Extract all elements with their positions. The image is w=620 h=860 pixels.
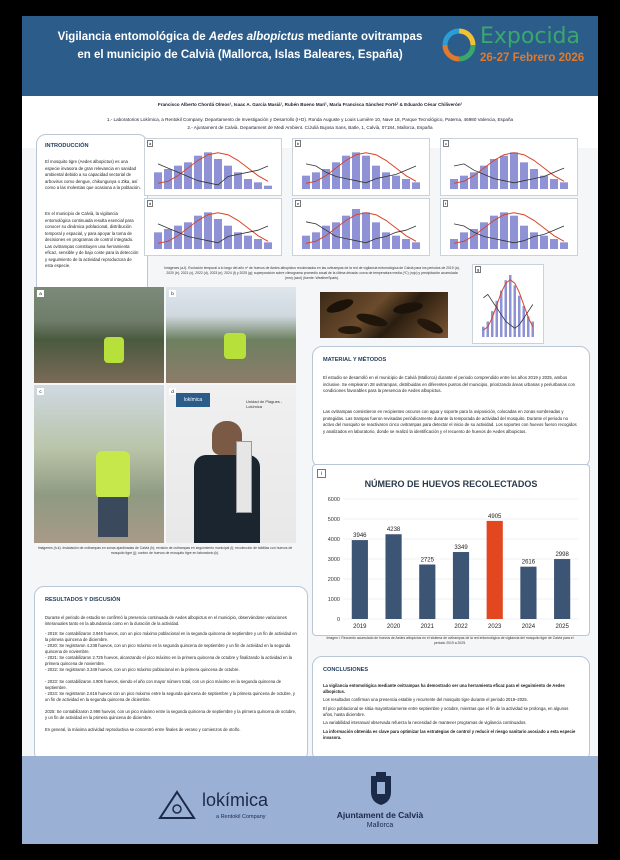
y-tick-label: 4000 bbox=[327, 537, 340, 543]
bar-value-label: 2725 bbox=[420, 557, 434, 564]
expocida-logo bbox=[442, 24, 592, 70]
photo-h-installation bbox=[34, 287, 164, 383]
climogram-plot bbox=[473, 265, 543, 343]
climogram-label: b bbox=[297, 141, 300, 146]
intro-title: INTRODUCCIÓN bbox=[45, 143, 89, 149]
results-item: - 2021: Se contabilizaron 2.725 huevos, alcanzando el pico máximo en la primera quincena de octubre y finalizando la actividad en la primera quincena de noviembre. bbox=[45, 655, 292, 666]
climogram-bar bbox=[244, 179, 252, 189]
bar-value-label: 4905 bbox=[488, 513, 502, 520]
climogram-bar bbox=[518, 296, 521, 337]
intro-p2: En el municipio de Calvià, la vigilancia entomológica continuada resulta esencial para conocer su dinámica poblacional, distribución temporal y espacial, y para apoyar la toma de decisiones en programas de control integrado. Las ovitrampas constituyen una herramienta eficaz, sensible y de bajo coste para la detección y seguimiento de la actividad reproductora de esta especie. bbox=[45, 211, 139, 268]
chart-panel-label: l bbox=[317, 469, 326, 478]
climogram-label: e bbox=[297, 201, 300, 206]
climogram-bar bbox=[392, 236, 400, 249]
bar-2025 bbox=[554, 559, 570, 619]
climogram-label: g bbox=[477, 267, 480, 272]
footer bbox=[22, 756, 598, 844]
climogram-bar bbox=[312, 232, 320, 249]
climogram-b bbox=[292, 138, 430, 196]
photo-i-revision bbox=[166, 287, 296, 383]
climogram-bar bbox=[510, 152, 518, 189]
temperature-line bbox=[483, 280, 533, 330]
results-title: RESULTADOS Y DISCUSIÓN bbox=[45, 597, 121, 603]
worker-vest bbox=[224, 333, 246, 359]
y-tick-label: 6000 bbox=[327, 497, 340, 503]
climogram-label: d bbox=[149, 201, 152, 206]
results-item: - 2019: Se contabilizaron 3.946 huevos, con un pico máximo poblacional en la segunda quincena de septiembre y un fin de actividad en la primera quincena de diciembre. bbox=[45, 631, 297, 642]
climogram-bar bbox=[224, 226, 232, 249]
x-tick-label: 2019 bbox=[353, 624, 367, 630]
climogram-bar bbox=[490, 159, 498, 189]
climogram-bar bbox=[480, 166, 488, 189]
climogram-bar bbox=[214, 219, 222, 249]
bar-2022 bbox=[453, 552, 469, 619]
climogram-caption: Imágenes (a-f). Evolución temporal a lo largo del año nº de huevos de Aedes albopictus recolectados en las ovitrampas de la red de vigilancia entomológica de Calvià para los periodos de 2019 (a), 2020 (b), 2021 (c), 2022 (d), 2023 (e), 2024 (f) y 2025 (g); superposición sobre climograma promedio anual de la última década: curva de temperatura media (ºC) (rojo) y precipitación acumulada (mm) (azul) (fuente: WeatherSpark). bbox=[164, 266, 460, 280]
photos-caption: Imágenes (h-k). Instalación de ovitrampas en zonas ajardinadas de Calvià (h); revisión de ovitrampas en seguimiento municipal (i); recolección de tablillas con huevos de mosquito tigre (j); conteo de huevos de mosquito tigre en laboratorio (k). bbox=[37, 546, 293, 555]
climogram-bar bbox=[372, 166, 380, 189]
results-item: - 2023: Se contabilizaron 4.905 huevos, siendo el año con mayor número total, con un pico máximo en la segunda quincena de septiembre. bbox=[45, 679, 282, 690]
conclusion-item: La vigilancia entomológica mediante ovitrampas ha demostrado ser una herramienta eficaz para el seguimiento de Aedes albopictus. bbox=[323, 683, 565, 694]
climogram-bar bbox=[382, 232, 390, 249]
climogram-bar bbox=[450, 239, 458, 249]
climogram-bar bbox=[412, 242, 420, 249]
climogram-bar bbox=[164, 229, 172, 249]
conclusion-item: La información obtenida es clave para optimizar las estrategias de control y reducir el riesgo sanitario asociado a esta especie invasora. bbox=[323, 729, 576, 740]
conclusion-item: La variabilidad interanual observada refuerza la necesidad de mantener programas de vigilancia continuados. bbox=[323, 720, 527, 725]
climogram-bar bbox=[164, 169, 172, 189]
y-tick-label: 5000 bbox=[327, 517, 340, 523]
climogram-bar bbox=[392, 176, 400, 189]
y-tick-label: 2000 bbox=[327, 577, 340, 583]
lokimica-subtitle: a Rentokil Company bbox=[216, 814, 266, 820]
climogram-bar bbox=[412, 182, 420, 189]
photo-j-collection bbox=[34, 385, 164, 543]
results-item: 2025: Se contabilizaron 2.998 huevos, con un pico máximo entre la segunda quincena de septiembre y la primera quincena de octubre, y un fin de actividad en la primera quincena de diciembre. bbox=[45, 709, 297, 720]
eggs-barchart bbox=[313, 465, 589, 635]
bar-value-label: 3946 bbox=[353, 533, 367, 540]
climogram-d bbox=[144, 198, 282, 256]
climogram-plot bbox=[145, 139, 281, 195]
climogram-bar bbox=[154, 232, 162, 249]
climogram-bar bbox=[254, 239, 262, 249]
climogram-bar bbox=[154, 172, 162, 189]
climogram-bar bbox=[244, 236, 252, 249]
climogram-bar bbox=[362, 156, 370, 189]
climogram-bar bbox=[470, 172, 478, 189]
calvia-logo-text: Ajuntament de Calvià bbox=[336, 810, 424, 820]
climogram-bar bbox=[402, 179, 410, 189]
climogram-bar bbox=[264, 242, 272, 249]
climogram-bar bbox=[530, 232, 538, 249]
bar-2021 bbox=[419, 565, 435, 620]
x-tick-label: 2023 bbox=[488, 624, 502, 630]
bar-value-label: 3349 bbox=[454, 545, 468, 552]
intro-p1: El mosquito tigre (Aedes albopictus) es una especie invasora de gran relevancia en sanidad ambiental debido a su capacidad vectorial de arbovirus como dengue, chikungunya o Zika, así como a las molestias que ocasiona a la población. bbox=[45, 159, 141, 190]
climogram-bar bbox=[505, 280, 508, 337]
methods-p1: El estudio se desarrolló en el municipio de Calvià (Mallorca) durante el periodo comprendido entre los años 2019 y 2025, ambos inclusive. Se emplearon 28 ovitrampas, distribuidas en diferentes puntos del municipio, priorizando áreas urbanas y periurbanas con condiciones favorables para la presencia de Aedes albopictus. bbox=[323, 375, 575, 393]
climogram-bar bbox=[204, 212, 212, 249]
y-tick-label: 1000 bbox=[327, 597, 340, 603]
climogram-g bbox=[472, 264, 544, 344]
author-names: Francisco Alberto Chordá Olmos¹, Isaac A. García Masiá¹, Rubén Bueno Marí¹, María Francisca Sánchez Forté² & Eduardo César Chiliverón² bbox=[157, 102, 463, 107]
microscope bbox=[236, 441, 252, 513]
x-tick-label: 2022 bbox=[454, 624, 468, 630]
x-tick-label: 2025 bbox=[555, 624, 569, 630]
lokimica-emblem-icon bbox=[158, 790, 196, 820]
mosquito-eggs-photo bbox=[320, 292, 448, 338]
climogram-bar bbox=[520, 162, 528, 189]
affiliation-2: 2.- Ajuntament de Calvià. Departament de Medi Ambient. C/Julià Bujosa Sans, Batle, 1, Calvià, 07184, Mallorca, España bbox=[187, 125, 433, 130]
conclusions-panel bbox=[312, 656, 590, 762]
climogram-label: a bbox=[149, 141, 152, 146]
methods-title: MATERIAL Y MÉTODOS bbox=[323, 357, 387, 363]
climogram-a bbox=[144, 138, 282, 196]
results-panel bbox=[34, 586, 308, 762]
climogram-plot bbox=[293, 139, 429, 195]
climogram-bar bbox=[540, 236, 548, 249]
climogram-bar bbox=[560, 182, 568, 189]
barchart-svg bbox=[313, 465, 589, 635]
bar-2024 bbox=[520, 567, 536, 619]
bar-value-label: 2616 bbox=[521, 559, 536, 566]
lokimica-sign: lokímica bbox=[176, 393, 210, 407]
photo-label-j: c bbox=[37, 388, 44, 395]
climogram-bar bbox=[352, 152, 360, 189]
climogram-bar bbox=[372, 222, 380, 249]
climogram-bar bbox=[460, 232, 468, 249]
bar-2023 bbox=[487, 521, 503, 619]
bar-value-label: 4238 bbox=[386, 527, 401, 534]
climogram-bar bbox=[540, 176, 548, 189]
climogram-bar bbox=[264, 186, 272, 189]
eggs-line bbox=[483, 294, 533, 328]
climogram-f bbox=[440, 198, 578, 256]
chart-caption: Imagen l. Recuento acumulado de huevos de Aedes albopictus en el sistema de ovitrampas de la red entomológica de vigilancia del mosquito tigre de Calvià para el periodo 2019 a 2025. bbox=[326, 636, 574, 645]
results-item: - 2024: Se registraron 2.616 huevos con un pico máximo entre la segunda quincena de septiembre y la primera quincena de octubre, y un fin de actividad en la segunda quincena de diciembre. bbox=[45, 691, 296, 702]
climogram-bar bbox=[510, 216, 518, 249]
climogram-bar bbox=[254, 182, 262, 189]
climogram-label: c bbox=[445, 141, 447, 146]
chart-title: NÚMERO DE HUEVOS RECOLECTADOS bbox=[364, 479, 538, 489]
bar-2019 bbox=[352, 540, 368, 619]
climogram-plot bbox=[441, 139, 577, 195]
methods-panel bbox=[312, 346, 590, 468]
header bbox=[22, 16, 598, 96]
climogram-bar bbox=[520, 226, 528, 249]
conclusion-item: Los resultados confirman una presencia estable y recurrente del mosquito tigre durante el periodo 2019–2025. bbox=[323, 697, 528, 702]
intro-panel bbox=[36, 134, 148, 298]
climogram-bar bbox=[382, 172, 390, 189]
lab-sign: Unidad de Plagues - Lokímica bbox=[246, 399, 283, 409]
climogram-bar bbox=[560, 242, 568, 249]
climogram-bar bbox=[550, 239, 558, 249]
climogram-bar bbox=[523, 306, 526, 337]
methods-p2: Las ovitrampas consistieron en recipientes oscuros con agua y soporte para la oviposición, colocadas en zonas sombreadas y protegidas. Las trampas fueron revisadas periódicamente durante la temporada de actividad del mosquito. Durante el periodo no activo del mosquito se reactivaron cinco ovitrampas para detectar el inicio de su actividad. Los soportes con huevos fueron recogidos y analizados en laboratorio, donde se realizó la identificación y el recuento de huevos de Aedes albopictus. bbox=[323, 409, 577, 434]
climogram-bar bbox=[450, 179, 458, 189]
worker-vest bbox=[96, 451, 130, 499]
x-tick-label: 2024 bbox=[521, 624, 536, 630]
climogram-bar bbox=[312, 172, 320, 189]
climogram-bar bbox=[402, 239, 410, 249]
x-tick-label: 2021 bbox=[420, 624, 434, 630]
expocida-emblem-icon bbox=[442, 28, 476, 62]
results-item: - 2022: Se registraron 3.349 huevos, con un pico máximo poblacional en la primera quincena de octubre. bbox=[45, 667, 240, 672]
photo-label-h: a bbox=[37, 290, 44, 297]
conclusions-title: CONCLUSIONES bbox=[323, 667, 369, 673]
x-tick-label: 2020 bbox=[386, 624, 401, 630]
worker-legs bbox=[98, 497, 128, 537]
results-item: En general, la máxima actividad reproductiva se concentró entre finales de verano y comienzos de otoño. bbox=[45, 727, 241, 732]
worker-vest bbox=[104, 337, 124, 363]
climogram-e bbox=[292, 198, 430, 256]
affiliation-1: 1.- Laboratorios Lokímica, a Rentokil Company. Departamento de Investigación y Desarrollo (I+D). Ronda Auguste y Louis Lumière 10, Nave 18, Parque Tecnológico, Paterna, 46980 Valencia, España bbox=[106, 117, 514, 122]
results-intro: Durante el periodo de estudio se confirmó la presencia continuada de Aedes albopictus en el municipio, observándose variaciones interanuales tanto en la abundancia como en la duración de la actividad. bbox=[45, 615, 287, 626]
bar-2020 bbox=[385, 534, 401, 619]
photo-label-i: b bbox=[169, 290, 176, 297]
conf-name: Expocida bbox=[480, 24, 580, 49]
poster-title: Vigilancia entomológica de Aedes albopictus mediante ovitrampas en el municipio de Calvià (Mallorca, Islas Baleares, España) bbox=[57, 31, 423, 61]
calvia-subtitle: Mallorca bbox=[366, 822, 394, 829]
results-item: - 2020: Se registraron 4.238 huevos, con un pico máximo en la segunda quincena de septiembre y un fin de actividad en la segunda quincena de noviembre. bbox=[45, 643, 291, 654]
climogram-bar bbox=[487, 322, 490, 338]
eggs-texture bbox=[320, 292, 448, 338]
conf-date: 26-27 Febrero 2026 bbox=[480, 52, 585, 64]
climogram-bar bbox=[362, 212, 370, 249]
climogram-bar bbox=[514, 285, 517, 337]
climogram-plot bbox=[145, 199, 281, 255]
climogram-bar bbox=[500, 212, 508, 249]
poster bbox=[22, 16, 598, 844]
photo-k-lab bbox=[166, 385, 296, 543]
climogram-plot bbox=[293, 199, 429, 255]
eggs-chart-panel bbox=[312, 464, 590, 636]
lokimica-logo-text: lokímica bbox=[202, 790, 269, 810]
climogram-bar bbox=[500, 156, 508, 189]
y-tick-label: 3000 bbox=[327, 557, 340, 563]
climogram-bar bbox=[550, 179, 558, 189]
climogram-bar bbox=[509, 275, 512, 337]
climogram-c bbox=[440, 138, 578, 196]
photo-label-k: d bbox=[169, 388, 176, 395]
calvia-crest-icon bbox=[368, 770, 394, 806]
climogram-bar bbox=[482, 327, 485, 337]
climogram-plot bbox=[441, 199, 577, 255]
conclusion-item: El pico poblacional se sitúa mayoritariamente entre septiembre y octubre, mientras que el fin de la actividad se prolonga, en algunos años, hasta diciembre. bbox=[323, 706, 569, 717]
bar-value-label: 2998 bbox=[555, 552, 569, 559]
y-tick-label: 0 bbox=[336, 617, 340, 623]
climogram-bar bbox=[224, 166, 232, 189]
climogram-label: f bbox=[445, 201, 447, 206]
